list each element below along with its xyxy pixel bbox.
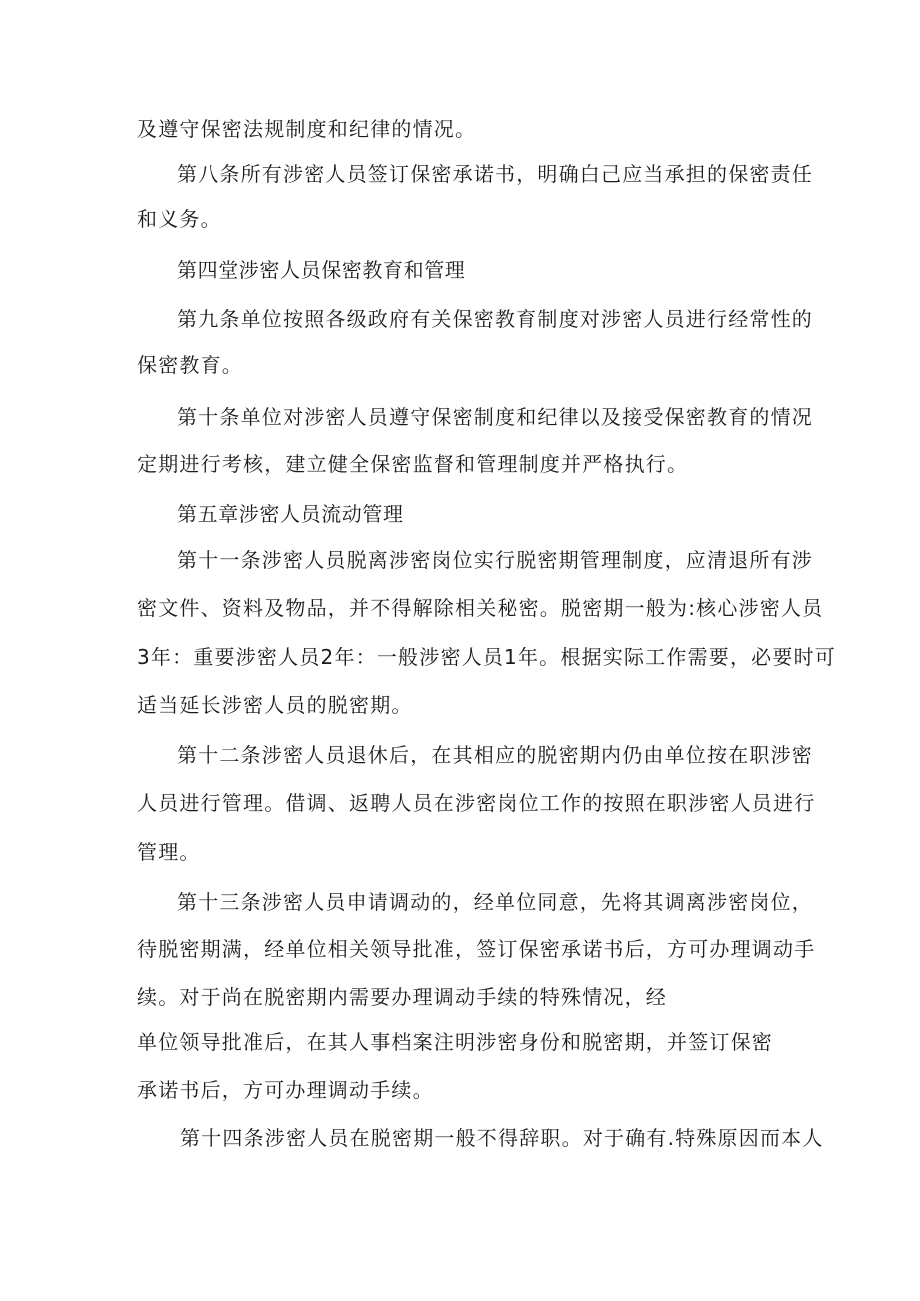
text-line: 第十条单位对涉密人员遵守保密制度和纪律以及接受保密教育的情况 xyxy=(177,405,813,429)
text-line: 和义务。 xyxy=(137,207,222,231)
text-line: 第十二条涉密人员退休后，在其相应的脱密期内仍由单位按在职涉密 xyxy=(177,743,813,767)
text-line: 保密教育。 xyxy=(137,353,243,377)
text-line: 定期进行考核，建立健全保密监督和管理制度并严格执行。 xyxy=(137,452,689,476)
text-line: 续。对于尚在脱密期内需要办理调动手续的特殊情况，经 xyxy=(137,985,667,1009)
text-line: 及遵守保密法规制度和纪律的情况。 xyxy=(137,117,477,141)
text-line: 第十一条涉密人员脱离涉密岗位实行脱密期管理制度，应清退所有涉 xyxy=(177,548,813,572)
text-line: 第九条单位按照各级政府有关保密教育制度对涉密人员进行经常性的 xyxy=(177,307,813,331)
text-line: 适当延长涉密人员的脱密期。 xyxy=(137,693,413,717)
text-line: 承诺书后，方可办理调动手续。 xyxy=(137,1078,434,1102)
text-line: 第十三条涉密人员申请调动的，经单位同意，先将其调离涉密岗位， xyxy=(177,890,813,914)
text-line: 管理。 xyxy=(137,840,201,864)
text-line: 3年：重要涉密人员2年：一般涉密人员1年。根据实际工作需要，必要时可 xyxy=(137,645,836,669)
text-line: 单位领导批准后，在其人事档案注明涉密身份和脱密期，并签订保密 xyxy=(137,1030,773,1054)
section-heading: 第五章涉密人员流动管理 xyxy=(177,502,404,526)
text-line: 人员进行管理。借调、返聘人员在涉密岗位工作的按照在职涉密人员进行 xyxy=(137,791,816,815)
section-heading: 第四堂涉密人员保密教育和管理 xyxy=(177,258,466,282)
text-line: 第十四条涉密人员在脱密期一般不得辞职。对于确有.特殊原因而本人 xyxy=(180,1126,824,1150)
text-line: 第八条所有涉密人员签订保密承诺书，明确白己应当承担的保密责任 xyxy=(177,162,813,186)
text-line: 密文件、资料及物品，并不得解除相关秘密。脱密期一般为:核心涉密人员 xyxy=(137,596,824,620)
text-line: 待脱密期满，经单位相关领导批准，签订保密承诺书后，方可办理调动手 xyxy=(137,937,816,961)
